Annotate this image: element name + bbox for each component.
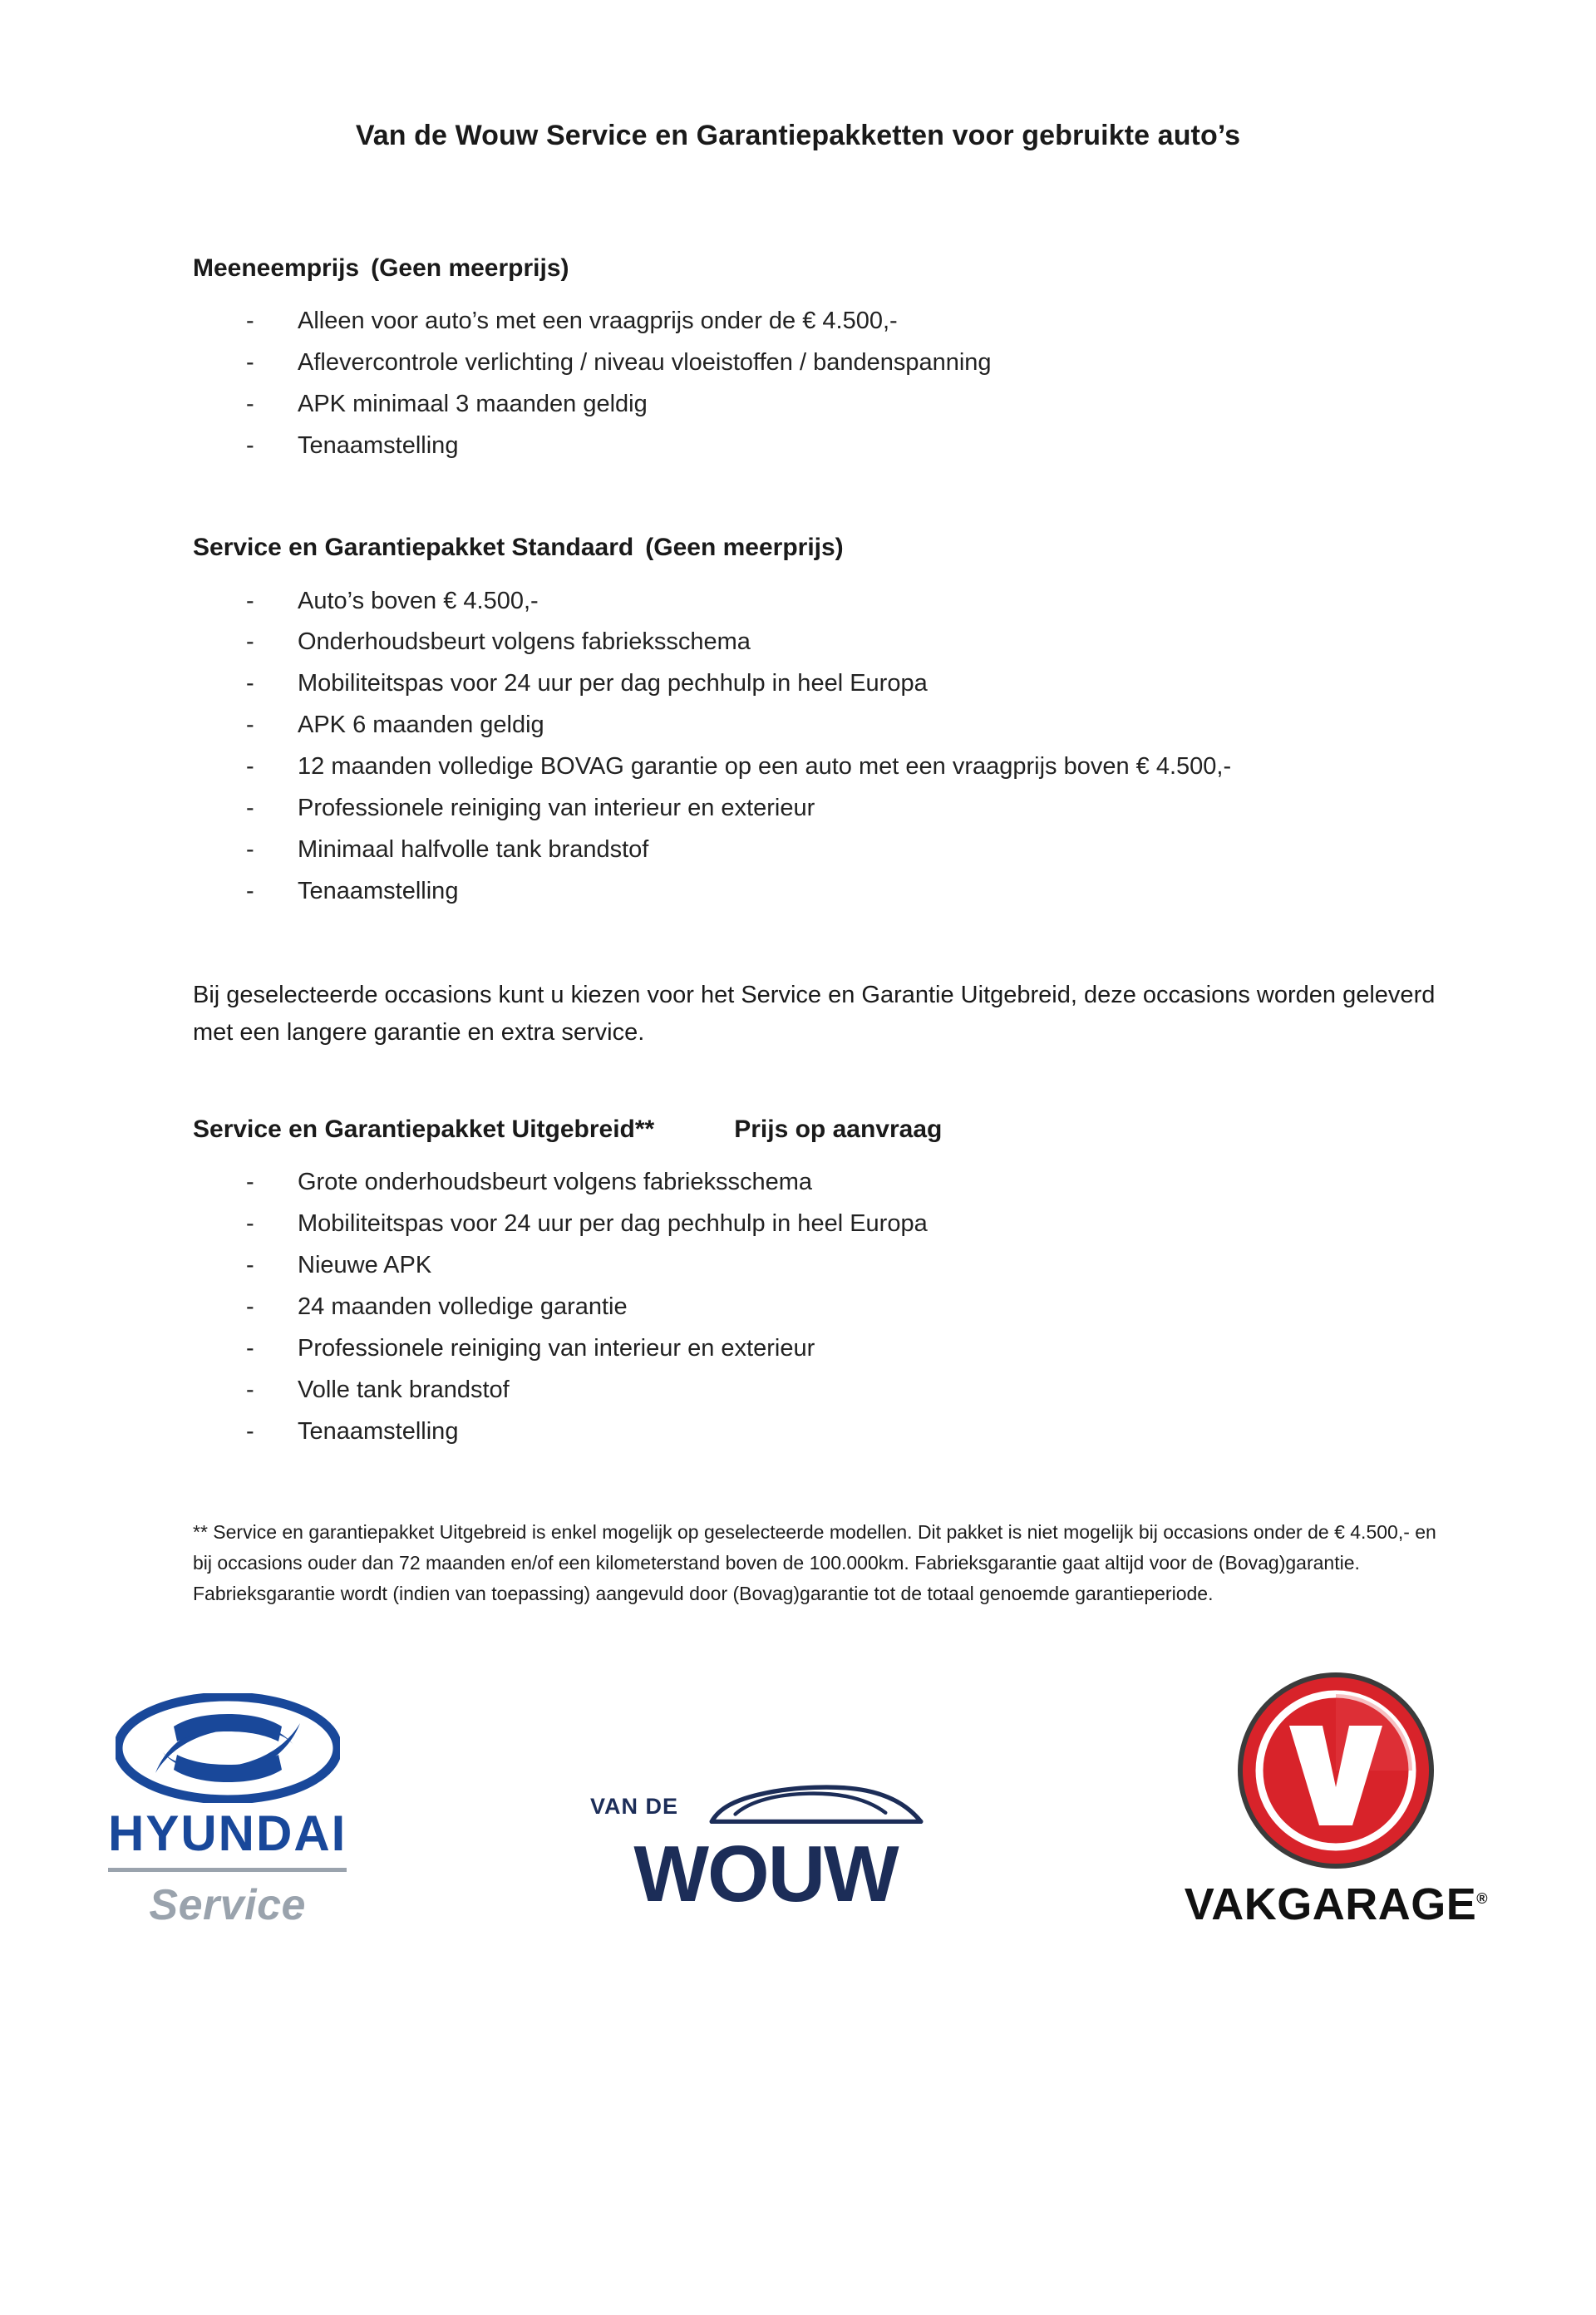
logo-row bbox=[0, 1609, 1596, 1930]
vakgarage-wordmark-text: VAKGARAGE bbox=[1184, 1879, 1477, 1930]
footnote: ** Service en garantiepakket Uitgebreid is enkel mogelijk op geselecteerde modellen. Dit pakket is niet mogelijk bij occasions onder de € 4.500,- en bij occasions ouder dan 72 maanden en/of een kilometerstand boven de 100.000km. Fabrieksgarantie gaat altijd voor de (Bovag)garantie. Fabrieksgarantie wordt (indien van toepassing) aangevuld door (Bovag)garantie tot de totaal genoemde garantieperiode. bbox=[193, 1520, 1436, 1605]
bullet-dash: - bbox=[246, 877, 254, 904]
bullet-dash: - bbox=[246, 1169, 254, 1196]
list-item bbox=[246, 584, 1471, 619]
section-meeneemprijs bbox=[193, 252, 1471, 464]
bullet-dash: - bbox=[246, 1417, 254, 1445]
spacer bbox=[193, 1455, 1471, 1517]
spacer bbox=[193, 1052, 1471, 1113]
bullet-dash: - bbox=[246, 1252, 254, 1279]
bullet-dash: - bbox=[246, 836, 254, 864]
section-heading-text: Meeneemprijs bbox=[193, 254, 360, 282]
list-item bbox=[246, 303, 1471, 339]
list-item bbox=[246, 1289, 1471, 1325]
wouw-top-row bbox=[590, 1779, 941, 1835]
list-item bbox=[246, 1165, 1471, 1200]
hyundai-wordmark: HYUNDAI bbox=[108, 1806, 347, 1872]
vakgarage-wordmark bbox=[1185, 1879, 1488, 1930]
list-item-text: APK 6 maanden geldig bbox=[298, 712, 544, 739]
list-item bbox=[246, 791, 1471, 826]
bullet-list bbox=[193, 584, 1471, 909]
list-item-text: 12 maanden volledige BOVAG garantie op een auto met een vraagprijs boven € 4.500,- bbox=[298, 753, 1232, 781]
section-heading-note: (Geen meerprijs) bbox=[645, 534, 844, 562]
page-title: Van de Wouw Service en Garantiepakketten voor gebruikte auto’s bbox=[355, 119, 1241, 151]
list-item-text: Professionele reiniging van interieur en exterieur bbox=[298, 795, 815, 822]
list-item bbox=[246, 749, 1471, 785]
bullet-list bbox=[193, 303, 1471, 464]
bullet-dash: - bbox=[246, 391, 254, 418]
list-item-text: Nieuwe APK bbox=[298, 1252, 432, 1279]
list-item-text: Aflevercontrole verlichting / niveau vloeistoffen / bandenspanning bbox=[298, 349, 992, 377]
list-item-text: Volle tank brandstof bbox=[298, 1376, 510, 1403]
list-item-text: Tenaamstelling bbox=[298, 877, 459, 904]
document-page bbox=[0, 19, 1596, 2315]
hyundai-service-label: Service bbox=[149, 1881, 306, 1930]
hyundai-h-icon bbox=[116, 1693, 340, 1803]
bullet-list bbox=[193, 1165, 1471, 1449]
list-item bbox=[246, 1206, 1471, 1242]
list-item bbox=[246, 1414, 1471, 1450]
list-item bbox=[246, 1372, 1471, 1408]
list-item bbox=[246, 387, 1471, 422]
document-body bbox=[0, 252, 1596, 1609]
vakgarage-badge-icon bbox=[1236, 1671, 1436, 1870]
bullet-dash: - bbox=[246, 587, 254, 614]
list-item-text: Grote onderhoudsbeurt volgens fabrieksschema bbox=[298, 1169, 813, 1196]
bullet-dash: - bbox=[246, 349, 254, 377]
section-heading bbox=[193, 1113, 1471, 1147]
bullet-dash: - bbox=[246, 753, 254, 781]
section-uitgebreid bbox=[193, 1113, 1471, 1450]
bullet-dash: - bbox=[246, 1293, 254, 1320]
bullet-dash: - bbox=[246, 1210, 254, 1238]
section-heading-text: Service en Garantiepakket Uitgebreid** bbox=[193, 1115, 655, 1143]
section-heading bbox=[193, 252, 1471, 286]
list-item bbox=[246, 624, 1471, 660]
bullet-dash: - bbox=[246, 712, 254, 739]
list-item-text: Tenaamstelling bbox=[298, 1417, 459, 1445]
list-item bbox=[246, 666, 1471, 702]
list-item-text: Auto’s boven € 4.500,- bbox=[298, 587, 539, 614]
logo-hyundai bbox=[108, 1693, 347, 1930]
list-item-text: Professionele reiniging van interieur en exterieur bbox=[298, 1334, 815, 1362]
bullet-dash: - bbox=[246, 1334, 254, 1362]
bullet-dash: - bbox=[246, 1376, 254, 1403]
list-item bbox=[246, 345, 1471, 381]
logo-vakgarage bbox=[1185, 1671, 1488, 1930]
list-item bbox=[246, 707, 1471, 743]
spacer bbox=[193, 470, 1471, 531]
list-item-text: 24 maanden volledige garantie bbox=[298, 1293, 628, 1320]
list-item bbox=[246, 1248, 1471, 1283]
list-item-text: Alleen voor auto’s met een vraagprijs onder de € 4.500,- bbox=[298, 308, 898, 335]
section-heading bbox=[193, 531, 1471, 565]
list-item-text: Mobiliteitspas voor 24 uur per dag pechhulp in heel Europa bbox=[298, 1210, 928, 1238]
bullet-dash: - bbox=[246, 432, 254, 460]
registered-mark: ® bbox=[1476, 1890, 1488, 1908]
car-silhouette-icon bbox=[692, 1779, 941, 1835]
section-heading-text: Service en Garantiepakket Standaard bbox=[193, 534, 634, 562]
bullet-dash: - bbox=[246, 628, 254, 656]
list-item-text: Tenaamstelling bbox=[298, 432, 459, 460]
list-item-text: APK minimaal 3 maanden geldig bbox=[298, 391, 648, 418]
bullet-dash: - bbox=[246, 795, 254, 822]
section-heading-note: (Geen meerprijs) bbox=[371, 254, 569, 282]
bullet-dash: - bbox=[246, 308, 254, 335]
spacer bbox=[193, 915, 1471, 977]
section-heading-note: Prijs op aanvraag bbox=[734, 1115, 943, 1143]
wouw-wordmark: WOUW bbox=[633, 1830, 898, 1919]
list-item bbox=[246, 1331, 1471, 1367]
bullet-dash: - bbox=[246, 670, 254, 697]
list-item-text: Minimaal halfvolle tank brandstof bbox=[298, 836, 649, 864]
logo-van-de-wouw bbox=[590, 1779, 941, 1919]
section-standaard bbox=[193, 531, 1471, 909]
list-item-text: Onderhoudsbeurt volgens fabrieksschema bbox=[298, 628, 751, 656]
list-item bbox=[246, 428, 1471, 464]
intro-paragraph: Bij geselecteerde occasions kunt u kiezen voor het Service en Garantie Uitgebreid, deze occasions worden geleverd met een langere garantie en extra service. bbox=[193, 981, 1436, 1046]
list-item bbox=[246, 874, 1471, 909]
list-item bbox=[246, 832, 1471, 868]
wouw-prefix: VAN DE bbox=[590, 1794, 679, 1820]
list-item-text: Mobiliteitspas voor 24 uur per dag pechhulp in heel Europa bbox=[298, 670, 928, 697]
